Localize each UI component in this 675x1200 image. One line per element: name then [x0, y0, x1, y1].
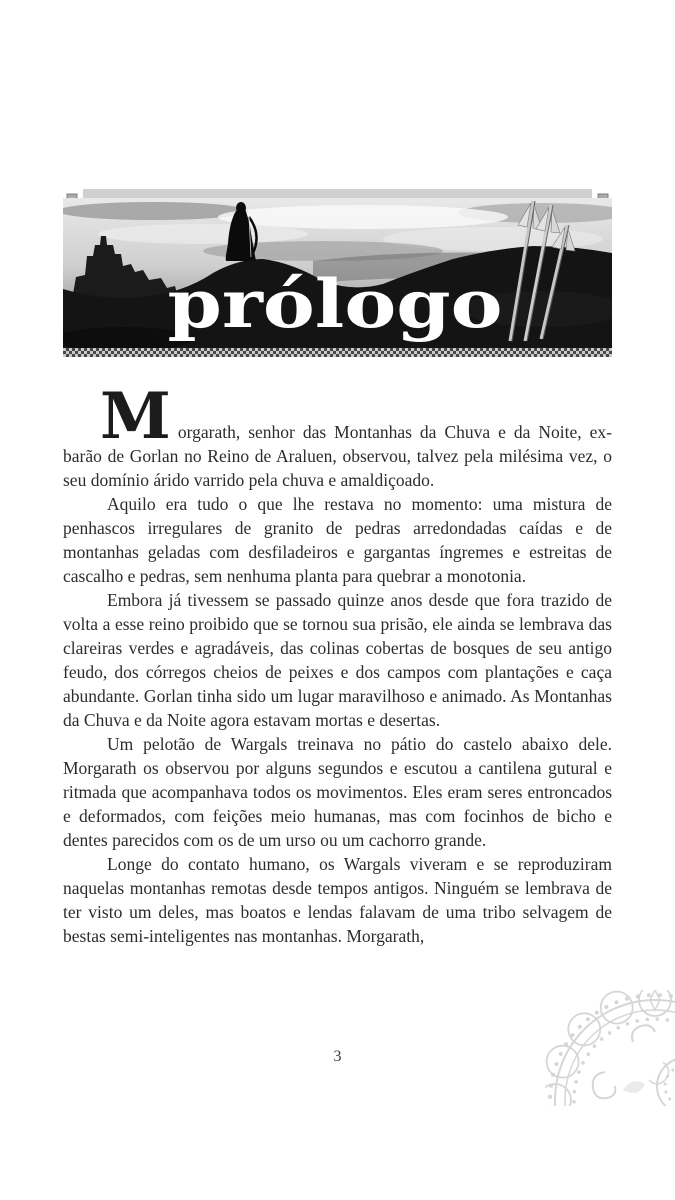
- dropcap-initial: M: [100, 379, 171, 454]
- paragraph: [63, 379, 612, 492]
- paragraph: Aquilo era tudo o que lhe restava no momento: uma mistura de penhascos irregulares de granito de pedras arredondadas caídas e de montanhas geladas com desfiladeiros e gargantas íngremes e estreitas de cascalho e pedras, sem nenhuma planta para quebrar a monotonia.: [63, 494, 612, 586]
- ornament-leaves: [623, 1081, 661, 1106]
- paragraph: Longe do contato humano, os Wargals viveram e se reproduziram naquelas montanhas remotas desde tempos antigos. Ninguém se lembrava de ter visto um deles, mas boatos e lendas falavam de uma tribo selvagem de bestas semi-inteligentes nas montanhas. Morgarath,: [63, 854, 612, 946]
- chapter-title: prólogo: [167, 265, 503, 343]
- chapter-header-illustration: [63, 189, 612, 348]
- paragraph: Embora já tivessem se passado quinze anos desde que fora trazido de volta a esse reino proibido que se tornou sua prisão, ele ainda se lembrava das clareiras verdes e agradáveis, das colinas cobertas de bosques de seu antigo feudo, dos córregos cheios de peixes e dos campos com plantações e caça abundante. Gorlan tinha sido um lugar maravilhoso e animado. As Montanhas da Chuva e da Noite agora estavam mortas e desertas.: [63, 590, 612, 730]
- page-number: 3: [333, 1048, 342, 1065]
- paragraph-text: orgarath, senhor das Montanhas da Chuva e da Noite, ex-barão de Gorlan no Reino de Araluen, observou, talvez pela milésima vez, o seu domínio árido varrido pela chuva e amaldiçoado.: [63, 422, 612, 490]
- paragraph: Um pelotão de Wargals treinava no pátio do castelo abaixo dele. Morgarath os observou por alguns segundos e escutou a cantilena gutural e ritmada que acompanhava todos os movimentos. Eles eram seres entroncados e deformados, com feições meio humanas, mas com focinhos de bicho e dentes parecidos com os de um urso ou um cachorro grande.: [63, 734, 612, 850]
- diamond-chain-border: [63, 348, 612, 357]
- body-text: [63, 379, 612, 948]
